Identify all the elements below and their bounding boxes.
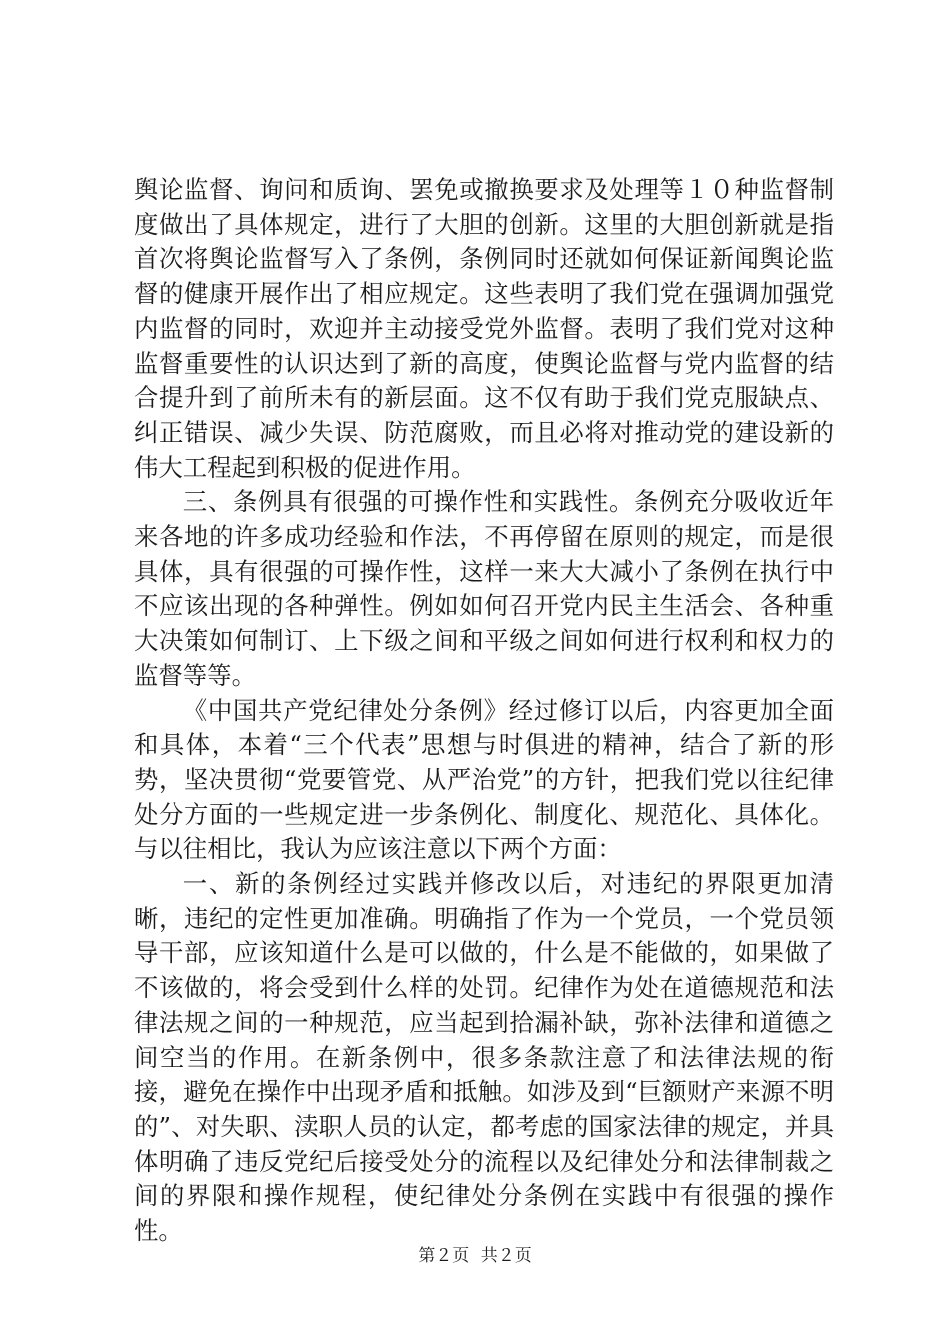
page-footer: 第２页 共２页: [418, 1246, 532, 1266]
document-body: [134, 173, 834, 1249]
paragraph-4: 一、新的条例经过实践并修改以后，对违纪的界限更加清晰，违纪的定性更加准确。明确指了作为一个党员，一个党员领导干部，应该知道什么是可以做的，什么是不能做的，如果做了不该做的，将会受到什么样的处罚。纪律作为处在道德规范和法律法规之间的一种规范，应当起到拾漏补缺，弥补法律和道德之间空当的作用。在新条例中，很多条款注意了和法律法规的衔接，避免在操作中出现矛盾和抵触。如涉及到“巨额财产来源不明的”、对失职、渎职人员的认定，都考虑的国家法律的规定，并具体明确了违反党纪后接受处分的流程以及纪律处分和法律制裁之间的界限和操作规程，使纪律处分条例在实践中有很强的操作性。: [134, 869, 834, 1246]
paragraph-2: 三、条例具有很强的可操作性和实践性。条例充分吸收近年来各地的许多成功经验和作法，不再停留在原则的规定，而是很具体，具有很强的可操作性，这样一来大大减小了条例在执行中不应该出现的各种弹性。例如如何召开党内民主生活会、各种重大决策如何制订、上下级之间和平级之间如何进行权利和权力的监督等等。: [134, 487, 834, 690]
paragraph-1: 舆论监督、询问和质询、罢免或撤换要求及处理等１０种监督制度做出了具体规定，进行了大胆的创新。这里的大胆创新就是指首次将舆论监督写入了条例，条例同时还就如何保证新闻舆论监督的健康开展作出了相应规定。这些表明了我们党在强调加强党内监督的同时，欢迎并主动接受党外监督。表明了我们党对这种监督重要性的认识达到了新的高度，使舆论监督与党内监督的结合提升到了前所未有的新层面。这不仅有助于我们党克服缺点、纠正错误、减少失误、防范腐败，而且必将对推动党的建设新的伟大工程起到积极的促进作用。: [134, 175, 834, 482]
paragraph-3: 《中国共产党纪律处分条例》经过修订以后，内容更加全面和具体，本着“三个代表”思想与时俱进的精神，结合了新的形势，坚决贯彻“党要管党、从严治党”的方针，把我们党以往纪律处分方面的一些规定进一步条例化、制度化、规范化、具体化。与以往相比，我认为应该注意以下两个方面：: [134, 695, 834, 864]
